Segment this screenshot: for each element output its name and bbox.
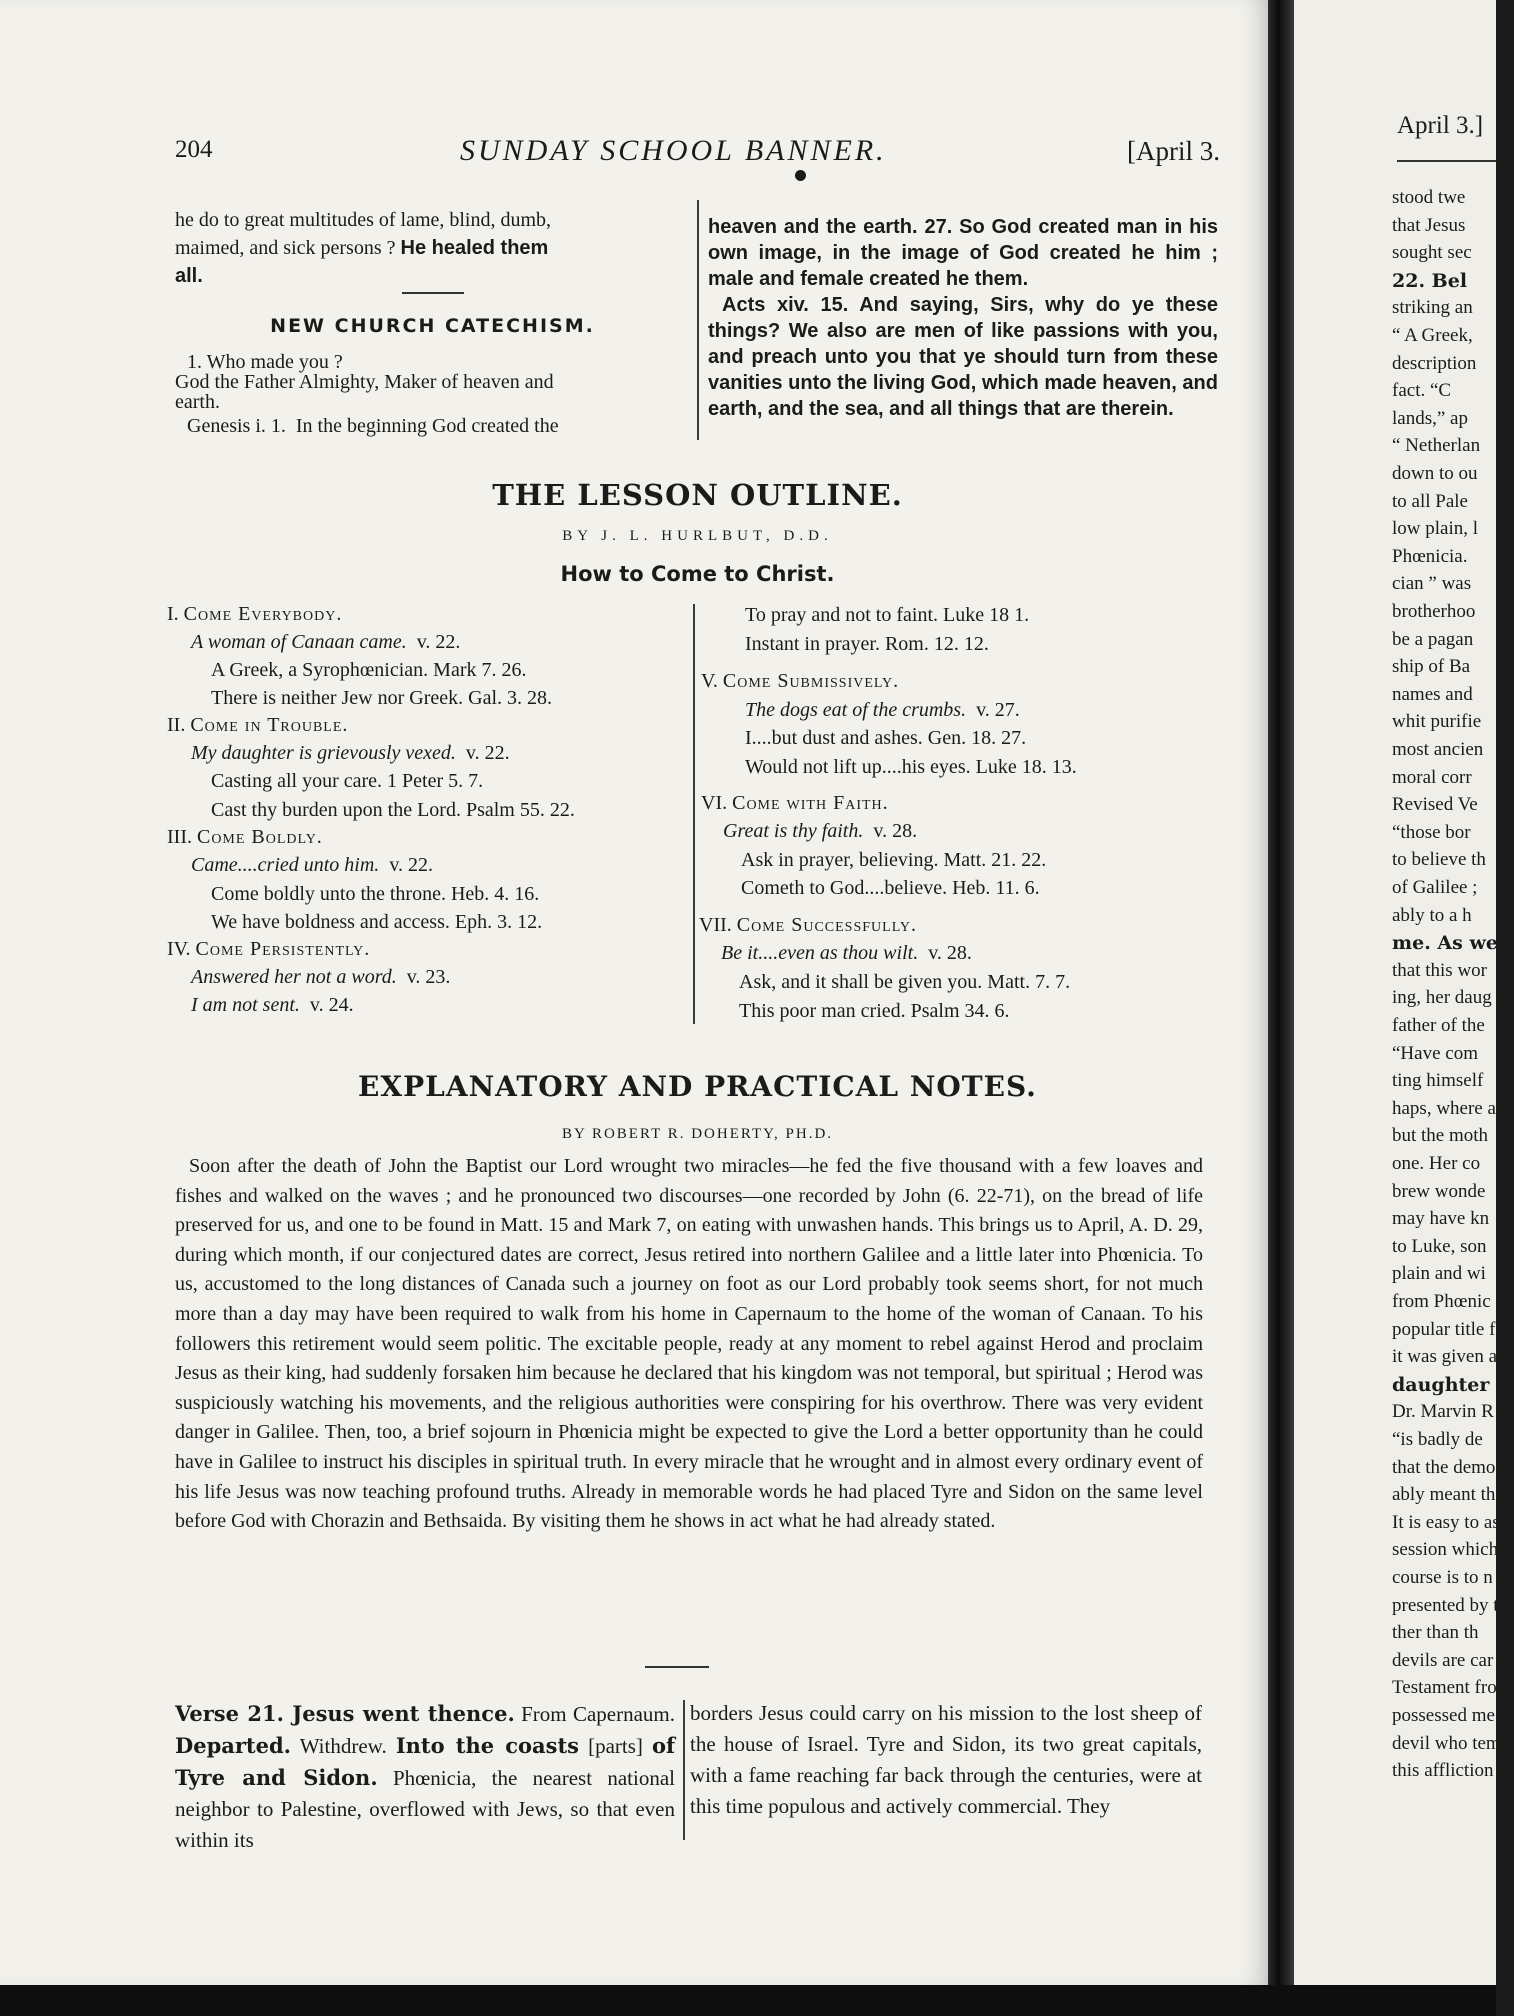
outline-verse-5: The dogs eat of the crumbs. v. 27. xyxy=(745,699,1020,721)
notes-title: EXPLANATORY AND PRACTICAL NOTES. xyxy=(358,1070,1037,1103)
right-page-line: devil who temp xyxy=(1392,1732,1511,1754)
outline-heading-5: V. Come Submissively. xyxy=(701,670,900,692)
right-page-line: striking an xyxy=(1392,297,1473,319)
right-page-line: stood twe xyxy=(1392,187,1466,208)
right-page-rule xyxy=(1397,160,1496,162)
right-page-line: ing, her daug xyxy=(1392,987,1492,1009)
right-page-line: haps, where a xyxy=(1392,1097,1496,1119)
right-page-line: It is easy to as xyxy=(1392,1511,1500,1533)
notes-paragraph: Soon after the death of John the Baptist our Lord wrought two miracles—he fed the five thousand with a few loaves and fishes and walked on the waves ; and he pronounced two discourses—one recorded by John (6. 22-71), on the bread of life preserved for us, and one to be found in Matt. 15 and Mark 7, on eating with unwashen hands. This brings us to April, A. D. 29, during which month, if our conjectured dates are correct, Jesus retired into northern Galilee and a little later into Phœnicia. To us, accustomed to the long distances of Canada such a journey on foot as our Lord probably took seems short, for not much more than a day may have been required to walk from his home in Capernaum to the home of the woman of Canaan. To his followers this retirement would seem politic. The excitable people, ready at any moment to rebel against Herod and proclaim Jesus as their king, had suddenly forsaken him because he declared that his kingdom was not temporal, but spiritual ; Herod was suspiciously watching his movements, and the religious authorities were conspiring for his overthrow. There was very evident danger in Galilee. Then, too, a brief sojourn in Phœnicia might be expected to give the Lord a better opportunity than he could have in Galilee to instruct his disciples in spiritual truth. In every miracle that he wrought and in almost every ordinary event of his life Jesus was now teaching profound truths. Already in memorable words he had placed Tyre and Sidon on the same level before God with Chorazin and Bethsaida. By visiting them he shows in act what he had already stated. xyxy=(175,1155,1203,1533)
right-page-line: cian ” was xyxy=(1392,573,1472,595)
verse-21-left: Verse 21. Jesus went thence. From Capernaum. Departed. Withdrew. Into the coasts [parts] of Tyre and Sidon. Phœnicia, the nearest national neighbor to Palestine, overflowed with Jews, so that even within its xyxy=(175,1701,676,1852)
right-page-line: to Luke, son xyxy=(1392,1235,1487,1257)
right-page-line: of Galilee ; xyxy=(1392,877,1478,898)
right-page-line: most ancien xyxy=(1392,739,1484,760)
verse-label: Verse 21. Jesus went thence. xyxy=(175,1701,515,1726)
right-page-line: Phœnicia. xyxy=(1392,545,1468,567)
book-gutter xyxy=(1268,0,1294,2016)
right-page-line: that Jesus xyxy=(1392,214,1466,236)
outline-verse-1: A woman of Canaan came. v. 22. xyxy=(191,631,461,653)
outline-ref-3b: We have boldness and access. Eph. 3. 12. xyxy=(211,911,543,933)
running-title: SUNDAY SCHOOL BANNER. xyxy=(460,134,887,167)
notes-byline: BY ROBERT R. DOHERTY, PH.D. xyxy=(561,1126,834,1142)
right-page-line: sought sec xyxy=(1392,242,1472,264)
right-page-line: Testament fro xyxy=(1392,1677,1497,1699)
right-page-line: to all Pale xyxy=(1392,490,1468,512)
outline-verse-4b: I am not sent. v. 24. xyxy=(191,994,354,1016)
section-rule xyxy=(402,292,464,294)
catechism-answer-1: God the Father Almighty, Maker of heaven and xyxy=(175,371,554,393)
right-page-line: moral corr xyxy=(1392,766,1472,788)
right-page-line: “those bor xyxy=(1392,821,1471,843)
right-page-line: course is to n xyxy=(1392,1567,1493,1588)
genesis-line xyxy=(175,412,690,440)
right-page-line: “ A Greek, xyxy=(1392,325,1473,346)
right-page-line: ably to a h xyxy=(1392,904,1472,926)
catechism-question: 1. Who made you ? xyxy=(187,351,343,373)
outline-verse-4a: Answered her not a word. v. 23. xyxy=(191,966,451,988)
right-page-line: but the moth xyxy=(1392,1125,1489,1147)
outline-ref-2b: Cast thy burden upon the Lord. Psalm 55. 22. xyxy=(211,799,575,821)
page-number: 204 xyxy=(175,136,213,163)
outline-ref-5a: I....but dust and ashes. Gen. 18. 27. xyxy=(745,727,1027,749)
right-page-line: down to ou xyxy=(1392,463,1478,484)
continuation-line-3: all. xyxy=(175,265,203,287)
lesson-outline-title: THE LESSON OUTLINE. xyxy=(492,478,903,512)
top-right-column xyxy=(708,214,1218,422)
right-page-line: brotherhoo xyxy=(1392,601,1476,622)
outline-heading-6: VI. Come with Faith. xyxy=(701,792,889,814)
right-page-line: brew wonde xyxy=(1392,1180,1486,1202)
outline-heading-1: I. Come Everybody. xyxy=(167,603,343,625)
right-page-line: names and xyxy=(1392,683,1473,705)
right-page-line: description xyxy=(1392,352,1477,374)
outline-verse-7: Be it....even as thou wilt. v. 28. xyxy=(721,942,972,964)
verse-column-divider xyxy=(683,1700,685,1840)
right-page-line: “Have com xyxy=(1392,1042,1478,1064)
right-page-line: ably meant th xyxy=(1392,1484,1496,1506)
continuation-plain: maimed, and sick persons ? xyxy=(175,237,396,259)
acts-passage: Acts xiv. 15. And saying, Sirs, why do ye these things? We also are men of like passions with you, and preach unto you that ye should turn from these vanities unto the living God, which made heaven, and earth, and the sea, and all things that are therein. xyxy=(708,294,1218,420)
right-page-line: that the demo xyxy=(1392,1456,1496,1478)
right-page-line: be a pagan xyxy=(1392,628,1474,650)
right-page-line: daughter is xyxy=(1392,1373,1514,1396)
catechism-heading: NEW CHURCH CATECHISM. xyxy=(270,315,595,337)
outline-byline: BY J. L. HURLBUT, D.D. xyxy=(562,528,833,544)
outline-ref-2a: Casting all your care. 1 Peter 5. 7. xyxy=(211,770,484,792)
right-page-line: whit purifie xyxy=(1392,711,1482,733)
right-page-line: plain and wi xyxy=(1392,1263,1486,1285)
outline-ref-6a: Ask in prayer, believing. Matt. 21. 22. xyxy=(741,849,1047,871)
page-header xyxy=(175,132,1220,172)
outline-heading-3: III. Come Boldly. xyxy=(167,826,323,848)
continuation-line-2 xyxy=(175,234,690,262)
right-page-line: “ Netherlan xyxy=(1392,435,1481,457)
right-page-line: lands,” ap xyxy=(1392,407,1468,429)
catechism-answer-2: earth. xyxy=(175,391,220,413)
right-page-line: ting himself xyxy=(1392,1070,1484,1092)
outline-verse-6: Great is thy faith. v. 28. xyxy=(723,820,918,842)
right-page-line: that this wor xyxy=(1392,959,1487,981)
ornament-bullet xyxy=(793,168,809,184)
outline-ref-7a: Ask, and it shall be given you. Matt. 7. 7. xyxy=(739,971,1071,993)
outline-heading-7: VII. Come Successfully. xyxy=(699,914,917,936)
right-page-line: presented by t xyxy=(1392,1594,1499,1616)
genesis-continuation: heaven and the earth. 27. So God created man in his own image, in the image of God created he him ; male and female created he them. xyxy=(708,216,1218,290)
outline-subtitle: How to Come to Christ. xyxy=(560,562,835,586)
right-page-line: session which xyxy=(1392,1539,1499,1561)
right-page-line: this affliction xyxy=(1392,1760,1494,1782)
outline-ref-1b: There is neither Jew nor Greek. Gal. 3. 28. xyxy=(211,687,552,709)
right-page-line: “is badly de xyxy=(1392,1429,1483,1450)
right-page-line: may have kn xyxy=(1392,1208,1490,1230)
right-page-line: me. As we xyxy=(1392,932,1498,955)
outline-column-divider xyxy=(693,604,695,1024)
right-page-header: April 3.] xyxy=(1397,112,1484,139)
right-page-line: popular title f xyxy=(1392,1318,1496,1340)
right-page-line: one. Her co xyxy=(1392,1153,1481,1174)
top-column-divider xyxy=(697,200,699,440)
outline-verse-2: My daughter is grievously vexed. v. 22. xyxy=(191,742,510,764)
right-page-line: devils are car xyxy=(1392,1649,1494,1671)
verse-21-right: borders Jesus could carry on his mission to the lost sheep of the house of Israel. Tyre and Sidon, its two great capitals, with a fame reaching far back through the centuries, were at this time populous and actively commercial. They xyxy=(690,1701,1202,1818)
outline-heading-4: IV. Come Persistently. xyxy=(167,938,371,960)
outline-ref-7b: This poor man cried. Psalm 34. 6. xyxy=(739,1000,1010,1022)
right-page-line: it was given a xyxy=(1392,1346,1498,1368)
top-left-column xyxy=(175,206,690,440)
right-page-line: ship of Ba xyxy=(1392,656,1471,678)
continuation-line-1: he do to great multitudes of lame, blind, dumb, xyxy=(175,209,552,231)
right-page-line: Revised Ve xyxy=(1392,794,1478,816)
continuation-bold: He healed them xyxy=(400,237,549,259)
right-page-line: 22. Bel xyxy=(1392,269,1468,292)
outline-ref-4b: Instant in prayer. Rom. 12. 12. xyxy=(745,633,989,655)
genesis-text: In the beginning God created the xyxy=(295,415,559,437)
scan-bottom-edge xyxy=(0,1985,1496,2016)
outline-ref-6b: Cometh to God....believe. Heb. 11. 6. xyxy=(741,877,1040,899)
outline-ref-5b: Would not lift up....his eyes. Luke 18. 13. xyxy=(745,756,1077,778)
header-date: [April 3. xyxy=(1127,136,1220,166)
right-page-line: fact. “C xyxy=(1392,380,1452,402)
outline-ref-4a: To pray and not to faint. Luke 18 1. xyxy=(745,604,1030,626)
right-page-line: low plain, l xyxy=(1392,518,1479,540)
right-page-line: possessed me xyxy=(1392,1705,1495,1726)
notes-body xyxy=(175,1152,1203,1537)
right-page-line: Dr. Marvin R xyxy=(1392,1401,1494,1423)
right-page-line: from Phœnic xyxy=(1392,1291,1491,1312)
notes-rule xyxy=(645,1666,709,1668)
right-page-line: father of the xyxy=(1392,1015,1485,1036)
outline-verse-3: Came....cried unto him. v. 22. xyxy=(191,854,434,876)
outline-ref-1a: A Greek, a Syrophœnician. Mark 7. 26. xyxy=(211,659,527,681)
genesis-ref: Genesis i. 1. xyxy=(187,415,286,437)
outline-heading-2: II. Come in Trouble. xyxy=(167,714,349,736)
right-page-line: ther than th xyxy=(1392,1622,1479,1644)
outline-ref-3a: Come boldly unto the throne. Heb. 4. 16. xyxy=(211,883,540,905)
right-page-line: to believe th xyxy=(1392,849,1486,871)
